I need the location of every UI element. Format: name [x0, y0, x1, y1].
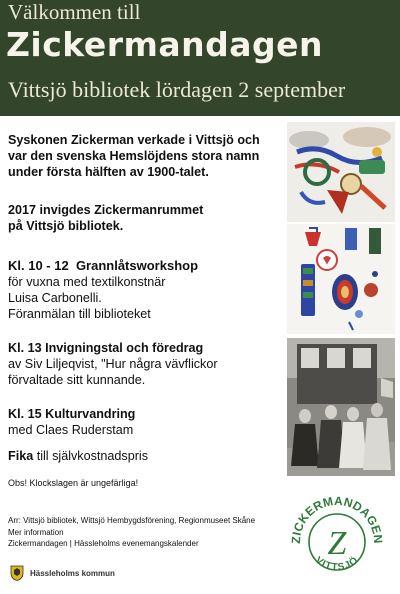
inauguration-time: Kl. 13	[8, 341, 42, 355]
historic-photo-art	[287, 338, 395, 476]
event-subtitle: Vittsjö bibliotek lördagen 2 september	[8, 77, 346, 102]
inauguration-item	[8, 340, 290, 388]
workshop-line: för vuxna med textilkonstnär	[8, 275, 166, 289]
room-paragraph	[8, 202, 290, 234]
fika-item	[8, 448, 290, 464]
workshop-title: Grannlåtsworkshop	[75, 258, 199, 273]
inauguration-line: förvaltade sitt kunnande.	[8, 373, 146, 387]
credits	[8, 515, 298, 550]
workshop-line: Föranmälan till biblioteket	[8, 307, 151, 321]
walk-time: Kl. 15	[8, 407, 42, 421]
workshop-heading	[8, 258, 290, 274]
event-title: Zickermandagen	[6, 25, 324, 64]
organizers-line: Arr: Vittsjö bibliotek, Wittsjö Hembygdsförening, Regionmuseet Skåne	[8, 516, 256, 525]
workshop-item	[8, 258, 290, 322]
craft-photo-2	[287, 224, 395, 334]
inauguration-heading	[8, 340, 290, 356]
craft-photo-1-art	[287, 122, 395, 222]
walk-line: med Claes Ruderstam	[8, 423, 134, 437]
historic-photo	[287, 338, 395, 476]
inauguration-line: av Siv Liljeqvist, "Hur några vävflickor	[8, 357, 218, 371]
more-info-label: Mer information	[8, 527, 64, 537]
header-banner	[0, 0, 400, 116]
inauguration-title: Invigningstal och föredrag	[45, 341, 204, 355]
time-note: Obs! Klockslagen är ungefärliga!	[8, 478, 139, 488]
welcome-text: Välkommen till	[8, 0, 141, 24]
seal-bottom-text: VITTSJÖ	[313, 554, 361, 574]
municipality-name: Hässleholms kommun	[30, 568, 115, 578]
intro-line: under första hälften av 1900-talet.	[8, 165, 209, 179]
fika-text: till självkostnadspris	[36, 449, 148, 463]
walk-title: Kulturvandring	[45, 407, 136, 421]
room-line: 2017 invigdes Zickermanrummet	[8, 203, 204, 217]
calendar-link[interactable]: Zickermandagen | Hässleholms evenemangskalender	[8, 539, 199, 548]
craft-photo-2-art	[287, 224, 395, 334]
intro-paragraph	[8, 132, 290, 180]
zickermandagen-seal	[282, 484, 392, 594]
intro-line: Syskonen Zickerman verkade i Vittsjö och	[8, 133, 260, 147]
seal-art	[282, 484, 392, 594]
seal-top-text: ZICKERMANDAGEN	[288, 493, 386, 545]
room-line: på Vittsjö bibliotek.	[8, 219, 124, 233]
workshop-time: Kl. 10 - 12	[8, 258, 69, 273]
intro-line: var den svenska Hemslöjdens stora namn	[8, 149, 260, 163]
workshop-line: Luisa Carbonelli.	[8, 291, 102, 305]
fika-label: Fika	[8, 449, 34, 463]
walk-item	[8, 406, 290, 438]
walk-heading	[8, 406, 290, 422]
craft-photo-1	[287, 122, 395, 222]
seal-monogram: Z	[327, 525, 347, 562]
crest-icon	[10, 565, 24, 581]
municipality-logo	[10, 565, 115, 581]
